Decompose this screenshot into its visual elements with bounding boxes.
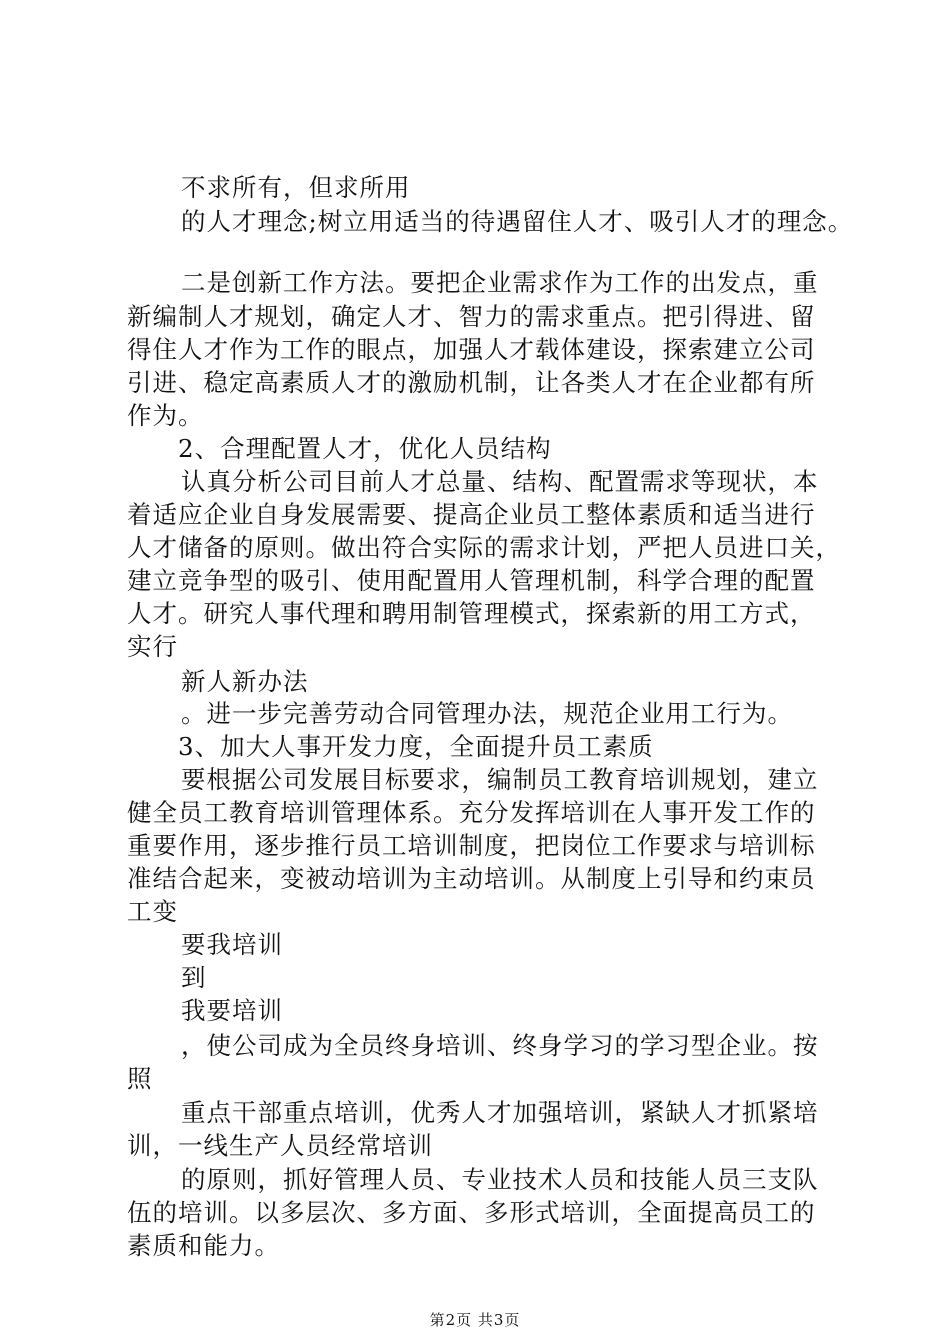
text-line: 健全员工教育培训管理体系。充分发挥培训在人事开发工作的: [127, 798, 816, 827]
text-line: 到: [181, 963, 207, 992]
text-line: 伍的培训。以多层次、多方面、多形式培训，全面提高员工的: [127, 1198, 816, 1227]
text-line: 重点干部重点培训，优秀人才加强培训，紧缺人才抓紧培: [181, 1098, 819, 1127]
section-heading: 2、合理配置人才，优化人员结构: [178, 434, 552, 463]
text-line: 不求所有，但求所用: [181, 173, 411, 202]
text-line: 工变: [127, 897, 178, 926]
text-line: 重要作用，逐步推行员工培训制度，把岗位工作要求与培训标: [127, 831, 816, 860]
text-line: 的人才理念;树立用适当的待遇留住人才、吸引人才的理念。: [181, 207, 854, 236]
text-line: 要根据公司发展目标要求，编制员工教育培训规划，建立: [181, 765, 819, 794]
text-line: 二是创新工作方法。要把企业需求作为工作的出发点，重: [181, 268, 819, 297]
text-line: 新编制人才规划，确定人才、智力的需求重点。把引得进、留: [127, 302, 816, 331]
text-line: 准结合起来，变被动培训为主动培训。从制度上引导和约束员: [127, 864, 816, 893]
text-line: 得住人才作为工作的眼点，加强人才载体建设，探索建立公司: [127, 335, 816, 364]
text-line: 实行: [127, 632, 178, 661]
text-line: 作为。: [127, 401, 204, 430]
page-number-footer: 第2页 共3页: [429, 1311, 521, 1329]
text-line: 人才。研究人事代理和聘用制管理模式，探索新的用工方式，: [127, 599, 816, 628]
text-line: 的原则，抓好管理人员、专业技术人员和技能人员三支队: [181, 1165, 819, 1194]
text-line: 照: [127, 1064, 153, 1093]
text-line: 认真分析公司目前人才总量、结构、配置需求等现状，本: [181, 467, 819, 496]
text-line: 着适应企业自身发展需要、提高企业员工整体素质和适当进行: [127, 500, 816, 529]
text-line: 建立竞争型的吸引、使用配置用人管理机制，科学合理的配置: [127, 566, 816, 595]
text-line: 新人新办法: [181, 667, 309, 696]
text-line: 。进一步完善劳动合同管理办法，规范企业用工行为。: [181, 699, 793, 728]
text-line: ，使公司成为全员终身培训、终身学习的学习型企业。按: [181, 1031, 819, 1060]
text-line: 我要培训: [181, 996, 283, 1025]
text-line: 人才储备的原则。做出符合实际的需求计划，严把人员进口关，: [127, 533, 841, 562]
section-heading: 3、加大人事开发力度，全面提升员工素质: [178, 732, 654, 761]
text-line: 素质和能力。: [127, 1231, 280, 1260]
text-line: 要我培训: [181, 930, 283, 959]
text-line: 引进、稳定高素质人才的激励机制，让各类人才在企业都有所: [127, 368, 816, 397]
text-line: 训，一线生产人员经常培训: [127, 1131, 433, 1160]
